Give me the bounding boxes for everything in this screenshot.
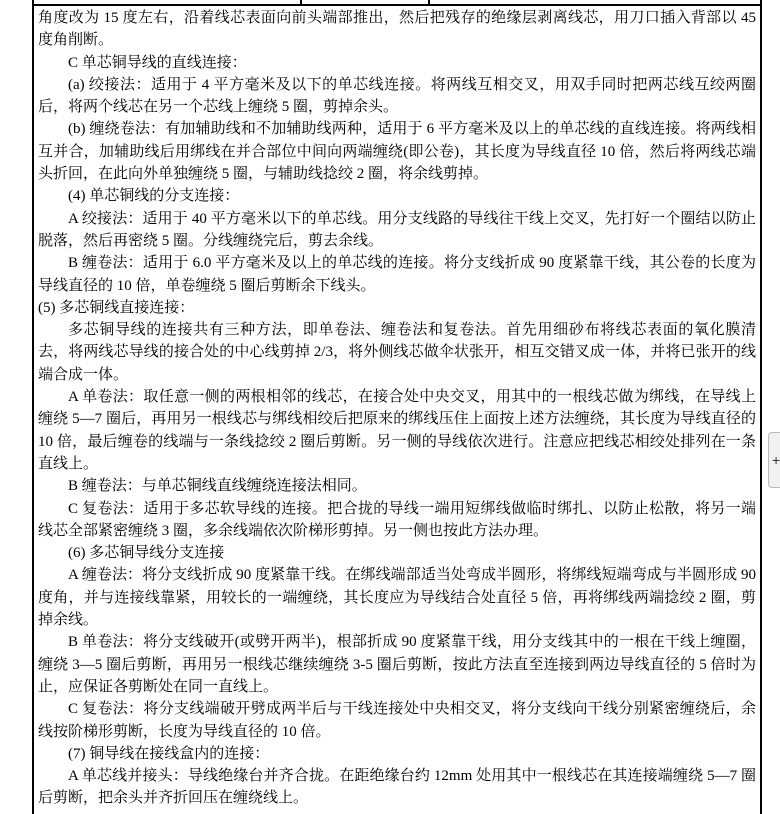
paragraph: A 缠卷法：将分支线折成 90 度紧靠干线。在绑线端部适当处弯成半圆形，将绑线短端弯成与半圆形成 90 度角，并与连接线靠紧，用较长的一端缠绕，其长度应为导线结合处直径 5 倍，再将绑线两端捻绞 2 圈，剪掉余线。 <box>38 567 756 629</box>
paragraph: B 单卷法：将分支线破开(或劈开两半)，根部折成 90 度紧靠干线，用分支线其中的一根在干线上缠圈，缠绕 3—5 圈后剪断，再用另一根线芯继续缠绕 3-5 圈后剪断，按此方法直至连接到两边导线直径的 5 倍时为止，应保证各剪断处在同一直线上。 <box>38 634 756 695</box>
table-border-right <box>760 0 762 814</box>
expand-button[interactable] <box>768 432 780 488</box>
paragraph: 多芯铜导线的连接共有三种方法，即单卷法、缠卷法和复卷法。首先用细砂布将线芯表面的氧化膜清去，将两线芯导线的接合处的中心线剪掉 2/3，将外侧线芯做伞状张开，相互交错叉成一体，并将已张开的线端合成一体。 <box>38 322 756 383</box>
paragraph: (5) 多芯铜线直接连接： <box>38 299 195 316</box>
paragraph: (a) 绞接法：适用于 4 平方毫米及以下的单芯线连接。将两线互相交叉，用双手同时把两芯线互绞两圈后，将两个线芯在另一个芯线上缠绕 5 圈，剪掉余头。 <box>38 76 756 116</box>
document-body <box>34 5 760 814</box>
paragraph: C 复卷法：适用于多芯软导线的连接。把合拢的导线一端用短绑线做临时绑扎、以防止松散，将另一端线芯全部紧密缠绕 3 圈，多余线端依次阶梯形剪掉。另一侧也按此方法办理。 <box>38 500 756 539</box>
paragraph: B 缠卷法：与单芯铜线直线缠绕连接法相同。 <box>68 478 367 495</box>
paragraph: A 单芯线并接头：导线绝缘台并齐合拢。在距绝缘台约 12mm 处用其中一根线芯在其连接端缠绕 5—7 圈后剪断，把余头并齐折回压在缠绕线上。 <box>38 768 756 807</box>
plus-icon: + <box>772 452 780 468</box>
paragraph: A 单卷法：取任意一侧的两根相邻的线芯，在接合处中央交叉，用其中的一根线芯做为绑线，在导线上缠绕 5—7 圈后，再用另一根线芯与绑线相绞后把原来的绑线压住上面按上述方法缠绕，其长度为导线直径的 10 倍，最后缠卷的线端与一条线捻绞 2 圈后剪断。另一侧的导线依次进行。注意应把线芯相绞处排列在一条直线上。 <box>38 389 756 472</box>
paragraph: A 绞接法：适用于 40 平方毫米以下的单芯线。用分支线路的导线往干线上交叉，先打好一个圈结以防止脱落，然后再密绕 5 圈。分线缠绕完后，剪去余线。 <box>38 210 756 249</box>
paragraph: C 复卷法：将分支线端破开劈成两半后与干线连接处中央相交叉，将分支线向干线分别紧密缠绕后，余线按阶梯形剪断，长度为导线直径的 10 倍。 <box>38 701 756 740</box>
paragraph: 角度改为 15 度左右，沿着线芯表面向前头端部推出，然后把残存的绝缘层剥离线芯，用刀口插入背部以 45 度角削断。 <box>38 10 756 49</box>
paragraph: (4) 单芯铜线的分支连接： <box>68 188 240 205</box>
paragraph: B 缠卷法：适用于 6.0 平方毫米及以上的单芯线的连接。将分支线折成 90 度紧靠干线，其公卷的长度为导线直径的 10 倍，单卷缠绕 5 圈后剪断余下线头。 <box>38 255 756 294</box>
paragraph: C 单芯铜导线的直线连接： <box>68 54 247 71</box>
paragraph: (b) 缠绕卷法：有加辅助线和不加辅助线两种，适用于 6 平方毫米及以上的单芯线的直线连接。将两线相互并合，加辅助线后用绑线在并合部位中间向两端缠绕(即公卷)，其长度为导线直径 10 倍，然后将两线芯端头折回，在此向外单独缠绕 5 圈，与辅助线捻绞 2 圈，将余线剪掉。 <box>38 121 756 183</box>
paragraph: (6) 多芯铜导线分支连接 <box>68 545 225 562</box>
paragraph: (7) 铜导线在接线盒内的连接： <box>68 745 270 762</box>
